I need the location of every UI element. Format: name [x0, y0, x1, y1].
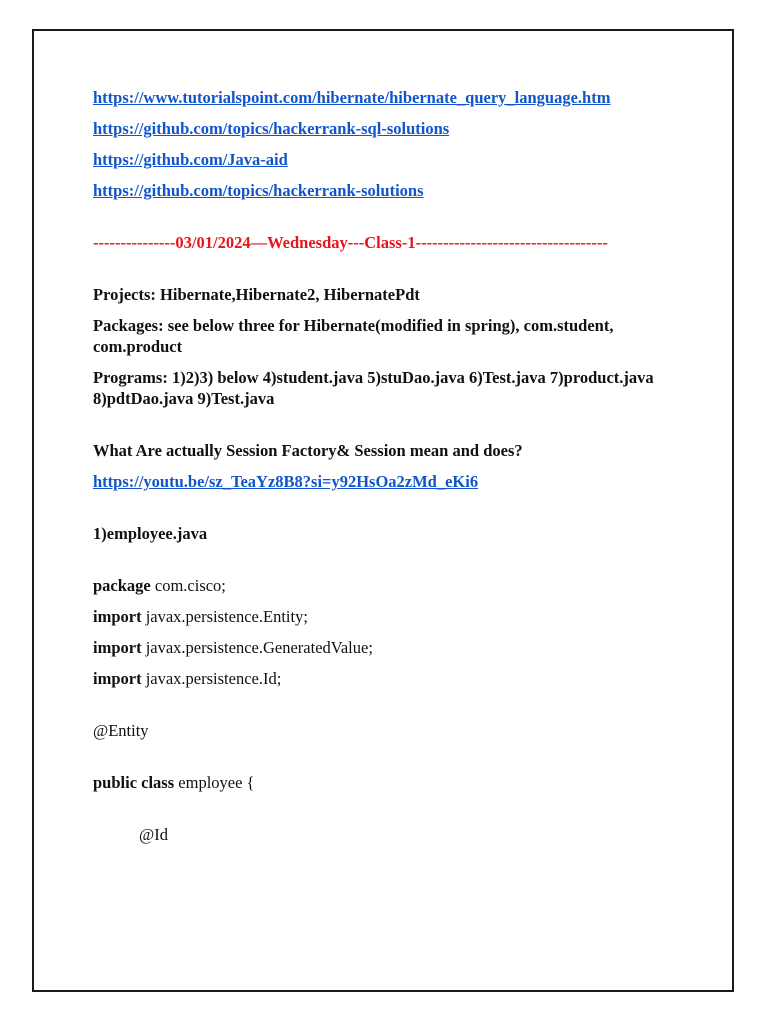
entity-annotation: @Entity	[93, 721, 149, 740]
class-declaration	[93, 772, 683, 793]
link-github-hackerrank-sql[interactable]: https://github.com/topics/hackerrank-sql-solutions	[93, 119, 450, 138]
id-annotation: @Id	[139, 825, 168, 844]
youtube-link[interactable]: https://youtu.be/sz_TeaYz8B8?si=y92HsOa2zMd_eKi6	[93, 472, 479, 491]
projects-line: Projects: Hibernate,Hibernate2, HibernatePdt	[93, 285, 420, 304]
code-package-line	[93, 575, 683, 596]
code-import-line	[93, 668, 683, 689]
class-date-header: ---------------03/01/2024—Wednesday---Class-1-----------------------------------	[93, 233, 608, 252]
link-github-hackerrank-solutions[interactable]: https://github.com/topics/hackerrank-solutions	[93, 181, 424, 200]
import-path: javax.persistence.GeneratedValue;	[141, 638, 373, 657]
import-keyword: import	[93, 669, 142, 688]
import-keyword: import	[93, 638, 142, 657]
package-name: com.cisco;	[150, 576, 226, 595]
programs-line: Programs: 1)2)3) below 4)student.java 5)stuDao.java 6)Test.java 7)product.java 8)pdtDao.java 9)Test.java	[93, 368, 654, 408]
document-content	[93, 87, 683, 855]
import-path: javax.persistence.Id;	[141, 669, 282, 688]
session-question: What Are actually Session Factory& Session mean and does?	[93, 441, 523, 460]
class-keyword: public class	[93, 773, 175, 792]
packages-line: Packages: see below three for Hibernate(modified in spring), com.student, com.product	[93, 316, 614, 356]
document-page	[32, 29, 734, 992]
import-keyword: import	[93, 607, 142, 626]
class-name: employee {	[174, 773, 255, 792]
link-github-java-aid[interactable]: https://github.com/Java-aid	[93, 150, 288, 169]
import-path: javax.persistence.Entity;	[141, 607, 308, 626]
code-import-line	[93, 606, 683, 627]
link-tutorialspoint-hql[interactable]: https://www.tutorialspoint.com/hibernate/hibernate_query_language.htm	[93, 88, 611, 107]
code-import-line	[93, 637, 683, 658]
package-keyword: package	[93, 576, 151, 595]
file-heading: 1)employee.java	[93, 524, 208, 543]
